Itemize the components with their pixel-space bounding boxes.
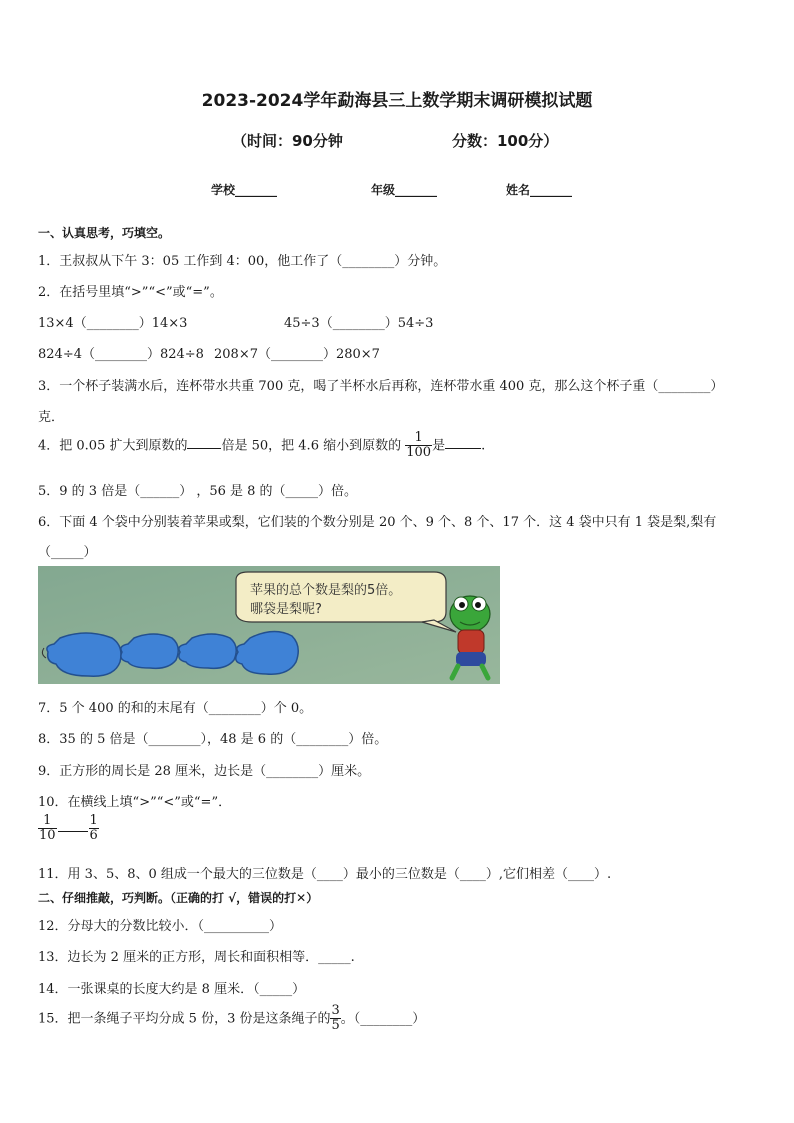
fraction-numerator: 1 bbox=[405, 431, 432, 446]
answer-blank bbox=[445, 448, 481, 449]
question-2-item-b: 45÷3（________）54÷3 bbox=[284, 316, 434, 331]
question-2-item-c: 824÷4（________）824÷8 bbox=[38, 347, 204, 362]
answer-blank bbox=[187, 448, 221, 449]
question-6-illustration bbox=[38, 566, 500, 684]
question-2: 2．在括号里填“>”“<”或“=”。 bbox=[38, 285, 223, 300]
question-10: 10．在横线上填“>”“<”或“=”． bbox=[38, 795, 232, 810]
fraction-left bbox=[38, 814, 57, 844]
grade-field: 年级_______ bbox=[371, 183, 438, 197]
fraction bbox=[330, 1004, 340, 1034]
exam-time: （时间：90分钟 bbox=[232, 132, 343, 150]
question-4-text-d: . bbox=[481, 438, 486, 454]
question-13: 13．边长为 2 厘米的正方形，周长和面积相等．_____. bbox=[38, 950, 355, 965]
bubble-line-1: 苹果的总个数是梨的5倍。 bbox=[250, 583, 402, 598]
question-3-unit: 克． bbox=[38, 410, 65, 425]
question-7: 7．5 个 400 的和的末尾有（________）个 0。 bbox=[38, 701, 313, 716]
fraction-right bbox=[89, 814, 99, 844]
illustration-svg bbox=[38, 566, 500, 684]
fraction-numerator: 1 bbox=[89, 813, 98, 828]
fraction-denominator: 100 bbox=[406, 445, 432, 461]
answer-blank bbox=[58, 831, 88, 832]
question-5: 5．9 的 3 倍是（______） ，56 是 8 的（_____）倍。 bbox=[38, 484, 358, 499]
fraction-numerator: 3 bbox=[331, 1003, 340, 1018]
fraction-denominator: 6 bbox=[89, 828, 98, 844]
exam-score: 分数：100分） bbox=[452, 132, 559, 150]
question-4-text-b: 倍是 50，把 4.6 缩小到原数的 bbox=[221, 438, 402, 454]
section-heading-1: 一、认真思考，巧填空。 bbox=[38, 226, 171, 240]
question-10-expression bbox=[38, 814, 99, 844]
question-4-text-c: 是 bbox=[432, 438, 446, 454]
question-12: 12．分母大的分数比较小．（__________） bbox=[38, 919, 283, 934]
page-title: 2023-2024学年勐海县三上数学期末调研模拟试题 bbox=[201, 91, 593, 111]
bubble-line-2: 哪袋是梨呢? bbox=[250, 602, 322, 617]
question-15 bbox=[38, 1004, 425, 1034]
section-heading-2: 二、仔细推敲，巧判断。（正确的打 √，错误的打✕） bbox=[38, 891, 319, 905]
question-6: 6．下面 4 个袋中分别装着苹果或梨，它们装的个数分别是 20 个、9 个、8 个、17 个．这 4 袋中只有 1 袋是梨,梨有 bbox=[38, 515, 717, 530]
question-15-text-a: 15．把一条绳子平均分成 5 份，3 份是这条绳子的 bbox=[38, 1011, 331, 1027]
question-15-text-b: 。（________） bbox=[340, 1011, 426, 1027]
fraction bbox=[405, 431, 432, 461]
fraction-numerator: 1 bbox=[38, 814, 57, 829]
question-9: 9．正方形的周长是 28 厘米，边长是（________）厘米。 bbox=[38, 764, 371, 779]
question-4-text-a: 4．把 0.05 扩大到原数的 bbox=[38, 438, 188, 454]
question-1: 1．王叔叔从下午 3：05 工作到 4：00，他工作了（________）分钟。 bbox=[38, 254, 447, 269]
question-14: 14．一张课桌的长度大约是 8 厘米．（_____） bbox=[38, 982, 306, 997]
question-2-item-a: 13×4（________）14×3 bbox=[38, 316, 188, 331]
question-11: 11．用 3、5、8、0 组成一个最大的三位数是（____）最小的三位数是（____）,它们相差（____）. bbox=[38, 867, 612, 882]
fraction-denominator: 5 bbox=[331, 1018, 340, 1034]
fraction-denominator: 10 bbox=[39, 828, 56, 844]
name-field: 姓名_______ bbox=[506, 183, 573, 197]
question-8: 8．35 的 5 倍是（________），48 是 6 的（________）倍。 bbox=[38, 732, 388, 747]
question-3: 3．一个杯子装满水后，连杯带水共重 700 克，喝了半杯水后再称，连杯带水重 400 克，那么这个杯子重（________） bbox=[38, 379, 724, 394]
question-6-answer: （_____） bbox=[38, 545, 97, 560]
question-4 bbox=[38, 431, 485, 461]
question-2-item-d: 208×7（________）280×7 bbox=[214, 347, 380, 362]
school-field: 学校_______ bbox=[211, 183, 278, 197]
